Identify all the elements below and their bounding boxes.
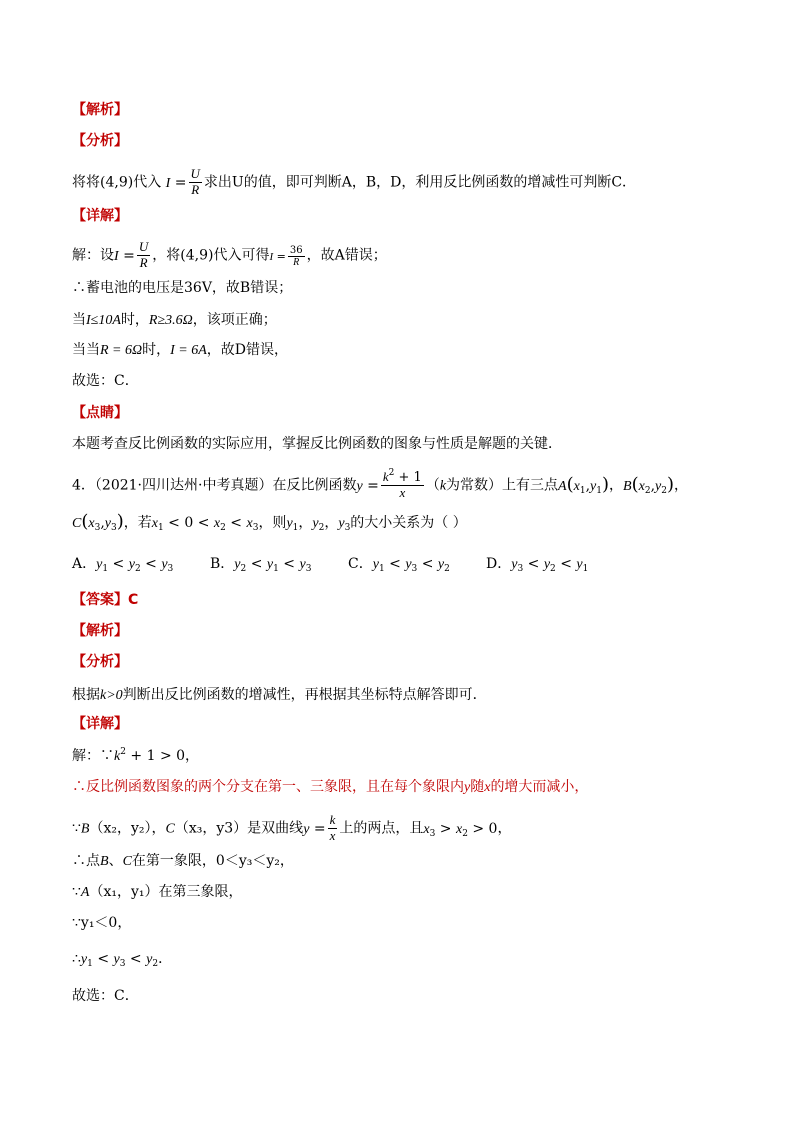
solution-line-2: ∴蓄电池的电压是36V，故B错误； [72,280,293,296]
heading-xiangjie-2: 【详解】 [72,716,128,732]
solution-2-line-7: $\therefore y_1 < y_3 < y_2$． [72,951,173,969]
solution-2-line-1: 解：$\because k^2 + 1 > 0$， [72,747,200,764]
question-4-line-2: $C(x_3,y_3)$，若$x_1 < 0 < x_2 < x_3$，则$y_1$，$y_2$，$y_3$的大小关系为（ ） [72,511,467,533]
solution-2-line-3: ∵B（x₂，y₂），C（x₃，y3）是双曲线y = $\frac{k}{x}$ 上的两点，且$x_3 > x_2 > 0$， [72,812,512,843]
heading-dianjing: 【点睛】 [72,405,128,421]
option-b: B．$y_2 < y_1 < y_3$ [210,556,312,574]
formula-i-u-over-r: I = $\frac{U}{R}$ [165,166,200,197]
solution-2-line-4: ∴点B、C在第一象限，0＜y₃＜y₂， [72,853,294,869]
option-a: A．$y_1 < y_2 < y_3$ [72,556,174,574]
analysis-line-1: 将将(4,9)代入 I = $\frac{U}{R}$ 求出U的值，即可判断A，B，D，利用反比例函数的增减性可判断C． [72,166,637,197]
solution-line-4: 当当R = 6Ω时，I = 6A，故D错误， [72,342,289,358]
heading-jiexi: 【解析】 [72,102,128,118]
heading-fenxi-2: 【分析】 [72,654,128,670]
option-c: C．$y_1 < y_3 < y_2$ [348,556,450,574]
option-d: D．$y_3 < y_2 < y_1$ [486,556,589,574]
solution-line-3: 当I≤10A时，R≥3.6Ω，该项正确； [72,312,277,328]
analysis-line-2: 根据k>0判断出反比例函数的增减性，再根据其坐标特点解答即可． [72,687,487,703]
heading-xiangjie: 【详解】 [72,208,128,224]
heading-fenxi: 【分析】 [72,133,128,149]
answer-line: 【答案】C [72,592,139,608]
solution-2-line-6: ∵y₁＜0， [72,915,132,931]
solution-line-5: 故选：C． [72,373,139,389]
solution-2-line-8: 故选：C． [72,988,139,1004]
question-4-line-1: 4．（2021·四川达州·中考真题）在反比例函数y = $\frac{k^2 + 1}{x}$ （k为常数）上有三点$A(x_1,y_1)$，$B(x_2,y_2)$， [72,468,688,500]
solution-2-line-5: ∵A（x₁，y₁）在第三象限， [72,884,243,900]
solution-2-line-2: ∴反比例函数图象的两个分支在第一、三象限，且在每个象限内y随x的增大而减小， [72,779,589,795]
heading-jiexi-2: 【解析】 [72,623,128,639]
comment-line: 本题考查反比例函数的实际应用，掌握反比例函数的图象与性质是解题的关键． [72,436,562,452]
solution-line-1: 解：设I = $\frac{U}{R}$ ，将(4,9)代入可得I = $\frac{36}{R}$ ，故A错误； [72,239,387,270]
